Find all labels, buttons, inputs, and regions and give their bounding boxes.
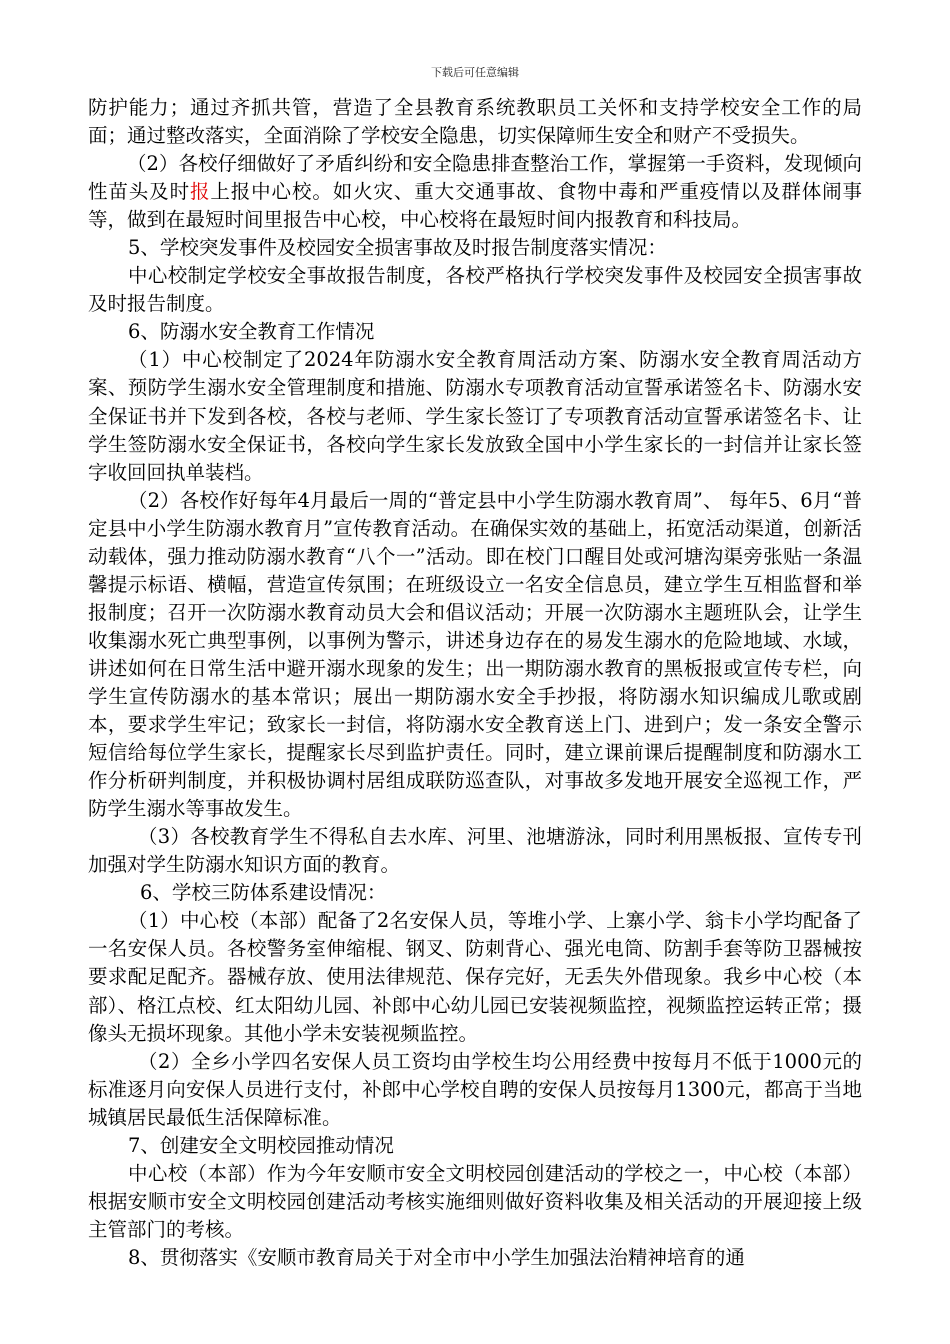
paragraph-drowning-3: （3）各校教育学生不得私自去水库、河里、池塘游泳，同时利用黑板报、宣传专刊加强对学生防溺水知识方面的教育。 — [88, 825, 862, 877]
paragraph-drowning-2: （2）各校作好每年4月最后一周的“普定县中小学生防溺水教育周”、 每年5、6月“普定县中小学生防溺水教育月”宣传教育活动。在确保实效的基础上，拓宽活动渠道，创新活动载体，强力推动防溺水教育“八个一”活动。即在校门口醒目处或河塘沟渠旁张贴一条温馨提示标语、横幅，营造宣传氛围；在班级设立一名安全信息员，建立学生互相监督和举报制度；召开一次防溺水教育动员大会和倡议活动；开展一次防溺水主题班队会，让学生收集溺水死亡典型事例，以事例为警示，讲述身边存在的易发生溺水的危险地域、水域，讲述如何在日常生活中避开溺水现象的发生；出一期防溺水教育的黑板报或宣传专栏，向学生宣传防溺水的基本常识；展出一期防溺水安全手抄报，将防溺水知识编成儿歌或剧本，要求学生牢记；致家长一封信，将防溺水安全教育送上门、进到户；发一条安全警示短信给每位学生家长，提醒家长尽到监护责任。同时，建立课前课后提醒制度和防溺水工作分析研判制度，并积极协调村居组成联防巡查队，对事故多发地开展安全巡视工作，严防学生溺水等事故发生。 — [88, 488, 862, 821]
section-heading-6-defense: 6、学校三防体系建设情况： — [140, 881, 387, 905]
section-heading-7: 7、创建安全文明校园推动情况 — [128, 1133, 394, 1157]
paragraph-text: 上报中心校。如火灾、重大交通事故、食物中毒和严重疫情以及群体闹事等，做到在最短时间里报告中心校，中心校将在最短时间内报教育和科技局。 — [88, 180, 862, 232]
paragraph-safe-campus: 中心校（本部）作为今年安顺市安全文明校园创建活动的学校之一，中心校（本部）根据安顺市安全文明校园创建活动考核实施细则做好资料收集及相关活动的开展迎接上级主管部门的考核。 — [88, 1161, 862, 1241]
section-heading-5: 5、学校突发事件及校园安全损害事故及时报告制度落实情况： — [128, 236, 667, 260]
page-header: 下载后可任意编辑 — [431, 66, 519, 79]
section-heading-6-drowning: 6、防溺水安全教育工作情况 — [128, 320, 375, 344]
document-body — [88, 94, 862, 1272]
section-heading-8: 8、贯彻落实《安顺市教育局关于对全市中小学生加强法治精神培育的通 — [128, 1245, 745, 1269]
paragraph-defense-1: （1）中心校（本部）配备了2名安保人员，等堆小学、上寨小学、翁卡小学均配备了一名安保人员。各校警务室伸缩棍、钢叉、防刺背心、强光电筒、防割手套等防卫器械按要求配足配齐。器械存放、使用法律规范、保存完好，无丢失外借现象。我乡中心校（本部）、格江点校、红太阳幼儿园、补郎中心幼儿园已安装视频监控，视频监控运转正常；摄像头无损坏现象。其他小学未安装视频监控。 — [88, 909, 862, 1045]
highlighted-char: 报 — [189, 180, 211, 204]
paragraph-drowning-1: （1）中心校制定了2024年防溺水安全教育周活动方案、防溺水安全教育周活动方案、预防学生溺水安全管理制度和措施、防溺水专项教育活动宣誓承诺签名卡、防溺水安全保证书并下发到各校，各校与老师、学生家长签订了专项教育活动宣誓承诺签名卡、让学生签防溺水安全保证书，各校向学生家长发放致全国中小学生家长的一封信并让家长签字收回回执单装档。 — [88, 348, 862, 484]
paragraph-reporting-system: 中心校制定学校安全事故报告制度，各校严格执行学校突发事件及校园安全损害事故及时报告制度。 — [88, 264, 862, 316]
paragraph-text: （2）各校仔细做好了矛盾纠纷和安全隐患排查整治工作，掌握第一手资料，发现倾向性苗头及时 — [88, 152, 862, 204]
paragraph-hazard-reporting — [88, 150, 862, 234]
paragraph-defense-2: （2）全乡小学四名安保人员工资均由学校生均公用经费中按每月不低于1000元的标准逐月向安保人员进行支付，补郎中心学校自聘的安保人员按每月1300元，都高于当地城镇居民最低生活保障标准。 — [88, 1049, 862, 1129]
paragraph-continuation: 防护能力；通过齐抓共管，营造了全县教育系统教职员工关怀和支持学校安全工作的局面；通过整改落实，全面消除了学校安全隐患，切实保障师生安全和财产不受损失。 — [88, 96, 862, 148]
